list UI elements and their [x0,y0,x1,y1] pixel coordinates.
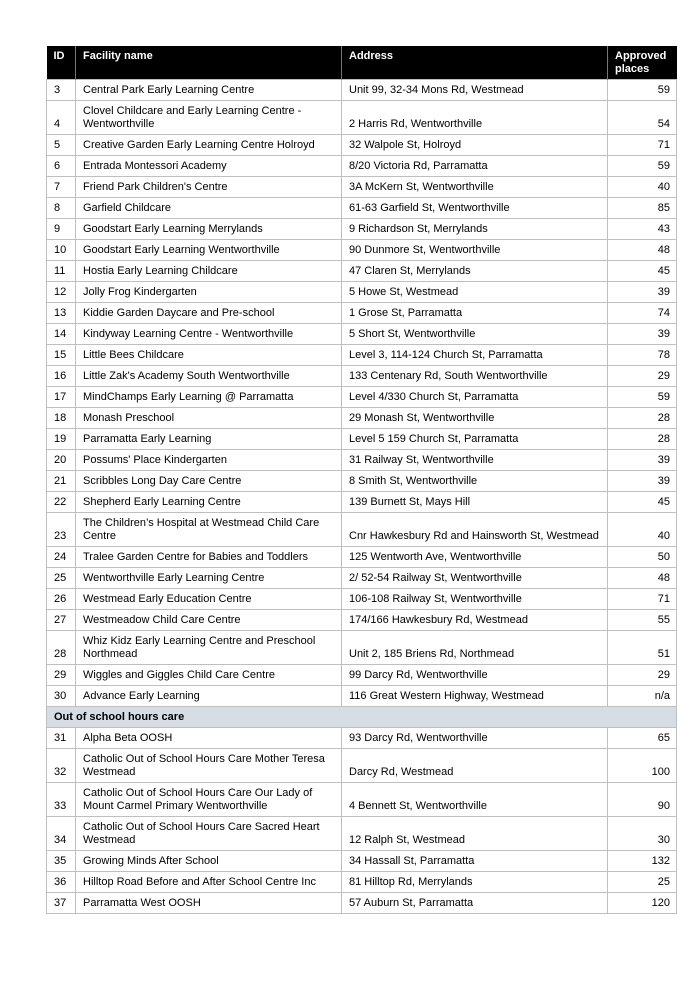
cell-approved-places: 29 [608,665,677,686]
table-row [47,686,677,707]
cell-address: 133 Centenary Rd, South Wentworthville [342,366,608,387]
cell-approved-places: 55 [608,610,677,631]
cell-address: 9 Richardson St, Merrylands [342,219,608,240]
cell-address: 47 Claren St, Merrylands [342,261,608,282]
table-row [47,893,677,914]
cell-facility-name: Parramatta Early Learning [76,429,342,450]
cell-id: 35 [47,851,76,872]
cell-approved-places: 132 [608,851,677,872]
table-row [47,387,677,408]
cell-address: 32 Walpole St, Holroyd [342,135,608,156]
cell-facility-name: Catholic Out of School Hours Care Mother Teresa Westmead [76,749,342,783]
cell-approved-places: 71 [608,589,677,610]
facility-table [46,46,677,914]
table-row [47,589,677,610]
cell-address: 61-63 Garfield St, Wentworthville [342,198,608,219]
cell-address: 125 Wentworth Ave, Wentworthville [342,547,608,568]
cell-id: 3 [47,80,76,101]
cell-address: 1 Grose St, Parramatta [342,303,608,324]
cell-id: 29 [47,665,76,686]
header-address: Address [342,46,608,80]
table-row [47,366,677,387]
cell-id: 13 [47,303,76,324]
header-approved-places: Approved places [608,46,677,80]
cell-address: 93 Darcy Rd, Wentworthville [342,728,608,749]
section-label: Out of school hours care [47,707,677,728]
cell-id: 5 [47,135,76,156]
cell-approved-places: 71 [608,135,677,156]
cell-id: 12 [47,282,76,303]
cell-approved-places: 51 [608,631,677,665]
table-row [47,492,677,513]
table-row [47,429,677,450]
cell-id: 11 [47,261,76,282]
section-row [47,707,677,728]
table-row [47,872,677,893]
cell-facility-name: Scribbles Long Day Care Centre [76,471,342,492]
cell-id: 25 [47,568,76,589]
table-row [47,450,677,471]
cell-approved-places: 59 [608,387,677,408]
cell-id: 34 [47,817,76,851]
cell-id: 32 [47,749,76,783]
cell-id: 16 [47,366,76,387]
cell-address: 12 Ralph St, Westmead [342,817,608,851]
cell-approved-places: 59 [608,80,677,101]
table-row [47,80,677,101]
cell-id: 9 [47,219,76,240]
cell-id: 33 [47,783,76,817]
cell-facility-name: Parramatta West OOSH [76,893,342,914]
cell-approved-places: 45 [608,261,677,282]
cell-id: 22 [47,492,76,513]
cell-address: 81 Hilltop Rd, Merrylands [342,872,608,893]
cell-id: 4 [47,101,76,135]
header-row [47,46,677,80]
table-row [47,783,677,817]
cell-facility-name: Monash Preschool [76,408,342,429]
cell-approved-places: 30 [608,817,677,851]
cell-id: 19 [47,429,76,450]
cell-facility-name: Clovel Childcare and Early Learning Centre - Wentworthville [76,101,342,135]
cell-approved-places: 25 [608,872,677,893]
cell-approved-places: 48 [608,568,677,589]
cell-approved-places: 54 [608,101,677,135]
cell-facility-name: Growing Minds After School [76,851,342,872]
cell-address: Level 3, 114-124 Church St, Parramatta [342,345,608,366]
cell-approved-places: 28 [608,429,677,450]
cell-facility-name: Jolly Frog Kindergarten [76,282,342,303]
cell-id: 14 [47,324,76,345]
cell-address: 57 Auburn St, Parramatta [342,893,608,914]
cell-facility-name: Creative Garden Early Learning Centre Holroyd [76,135,342,156]
cell-id: 18 [47,408,76,429]
table-row [47,303,677,324]
cell-facility-name: Garfield Childcare [76,198,342,219]
cell-address: 2/ 52-54 Railway St, Wentworthville [342,568,608,589]
table-header [47,46,677,80]
cell-address: 8 Smith St, Wentworthville [342,471,608,492]
cell-facility-name: Catholic Out of School Hours Care Sacred Heart Westmead [76,817,342,851]
cell-facility-name: Goodstart Early Learning Merrylands [76,219,342,240]
cell-address: 139 Burnett St, Mays Hill [342,492,608,513]
cell-approved-places: 43 [608,219,677,240]
cell-facility-name: Westmead Early Education Centre [76,589,342,610]
table-row [47,547,677,568]
cell-id: 15 [47,345,76,366]
cell-approved-places: 50 [608,547,677,568]
cell-address: 8/20 Victoria Rd, Parramatta [342,156,608,177]
cell-id: 10 [47,240,76,261]
cell-facility-name: Alpha Beta OOSH [76,728,342,749]
cell-facility-name: Little Bees Childcare [76,345,342,366]
table-row [47,610,677,631]
cell-approved-places: 39 [608,471,677,492]
cell-id: 30 [47,686,76,707]
cell-id: 28 [47,631,76,665]
cell-facility-name: Westmeadow Child Care Centre [76,610,342,631]
cell-facility-name: Little Zak's Academy South Wentworthville [76,366,342,387]
cell-address: Unit 2, 185 Briens Rd, Northmead [342,631,608,665]
cell-address: 106-108 Railway St, Wentworthville [342,589,608,610]
header-id: ID [47,46,76,80]
cell-id: 23 [47,513,76,547]
cell-id: 26 [47,589,76,610]
cell-address: 4 Bennett St, Wentworthville [342,783,608,817]
table-row [47,282,677,303]
cell-facility-name: Advance Early Learning [76,686,342,707]
cell-id: 21 [47,471,76,492]
cell-facility-name: Kindyway Learning Centre - Wentworthville [76,324,342,345]
cell-approved-places: 28 [608,408,677,429]
cell-id: 24 [47,547,76,568]
cell-approved-places: 85 [608,198,677,219]
cell-facility-name: Wiggles and Giggles Child Care Centre [76,665,342,686]
cell-address: 34 Hassall St, Parramatta [342,851,608,872]
cell-facility-name: Kiddie Garden Daycare and Pre-school [76,303,342,324]
cell-id: 36 [47,872,76,893]
cell-approved-places: 48 [608,240,677,261]
table-row [47,156,677,177]
cell-address: 90 Dunmore St, Wentworthville [342,240,608,261]
cell-approved-places: 40 [608,513,677,547]
cell-facility-name: Possums' Place Kindergarten [76,450,342,471]
table-row [47,345,677,366]
cell-address: Level 5 159 Church St, Parramatta [342,429,608,450]
table-row [47,817,677,851]
cell-id: 6 [47,156,76,177]
table-row [47,408,677,429]
cell-facility-name: Goodstart Early Learning Wentworthville [76,240,342,261]
table-row [47,665,677,686]
table-row [47,471,677,492]
cell-approved-places: 78 [608,345,677,366]
cell-approved-places: 74 [608,303,677,324]
cell-address: Unit 99, 32-34 Mons Rd, Westmead [342,80,608,101]
cell-facility-name: The Children’s Hospital at Westmead Child Care Centre [76,513,342,547]
cell-facility-name: Friend Park Children's Centre [76,177,342,198]
cell-id: 8 [47,198,76,219]
cell-approved-places: 40 [608,177,677,198]
cell-approved-places: 65 [608,728,677,749]
cell-facility-name: Catholic Out of School Hours Care Our Lady of Mount Carmel Primary Wentworthville [76,783,342,817]
cell-approved-places: 120 [608,893,677,914]
cell-facility-name: Shepherd Early Learning Centre [76,492,342,513]
table-row [47,851,677,872]
cell-facility-name: Hilltop Road Before and After School Centre Inc [76,872,342,893]
cell-address: 116 Great Western Highway, Westmead [342,686,608,707]
cell-approved-places: 39 [608,450,677,471]
cell-facility-name: Tralee Garden Centre for Babies and Toddlers [76,547,342,568]
cell-address: 5 Howe St, Westmead [342,282,608,303]
cell-address: Cnr Hawkesbury Rd and Hainsworth St, Westmead [342,513,608,547]
cell-address: 3A McKern St, Wentworthville [342,177,608,198]
cell-approved-places: 39 [608,324,677,345]
table-row [47,261,677,282]
cell-approved-places: 90 [608,783,677,817]
table-row [47,513,677,547]
table-body [47,80,677,914]
cell-id: 27 [47,610,76,631]
cell-approved-places: 59 [608,156,677,177]
cell-id: 20 [47,450,76,471]
cell-approved-places: 100 [608,749,677,783]
cell-approved-places: 45 [608,492,677,513]
cell-id: 37 [47,893,76,914]
cell-address: Darcy Rd, Westmead [342,749,608,783]
cell-facility-name: Entrada Montessori Academy [76,156,342,177]
cell-address: Level 4/330 Church St, Parramatta [342,387,608,408]
cell-address: 31 Railway St, Wentworthville [342,450,608,471]
table-row [47,240,677,261]
cell-approved-places: 29 [608,366,677,387]
table-row [47,749,677,783]
cell-address: 2 Harris Rd, Wentworthville [342,101,608,135]
table-row [47,101,677,135]
cell-facility-name: Central Park Early Learning Centre [76,80,342,101]
cell-facility-name: MindChamps Early Learning @ Parramatta [76,387,342,408]
cell-address: 174/166 Hawkesbury Rd, Westmead [342,610,608,631]
cell-id: 17 [47,387,76,408]
table-row [47,631,677,665]
cell-address: 29 Monash St, Wentworthville [342,408,608,429]
table-row [47,728,677,749]
cell-address: 99 Darcy Rd, Wentworthville [342,665,608,686]
cell-approved-places: n/a [608,686,677,707]
cell-facility-name: Hostia Early Learning Childcare [76,261,342,282]
table-row [47,198,677,219]
table-row [47,219,677,240]
cell-approved-places: 39 [608,282,677,303]
cell-facility-name: Whiz Kidz Early Learning Centre and Preschool Northmead [76,631,342,665]
table-row [47,324,677,345]
header-facility-name: Facility name [76,46,342,80]
cell-id: 31 [47,728,76,749]
table-row [47,177,677,198]
cell-facility-name: Wentworthville Early Learning Centre [76,568,342,589]
table-row [47,135,677,156]
table-row [47,568,677,589]
cell-address: 5 Short St, Wentworthville [342,324,608,345]
cell-id: 7 [47,177,76,198]
